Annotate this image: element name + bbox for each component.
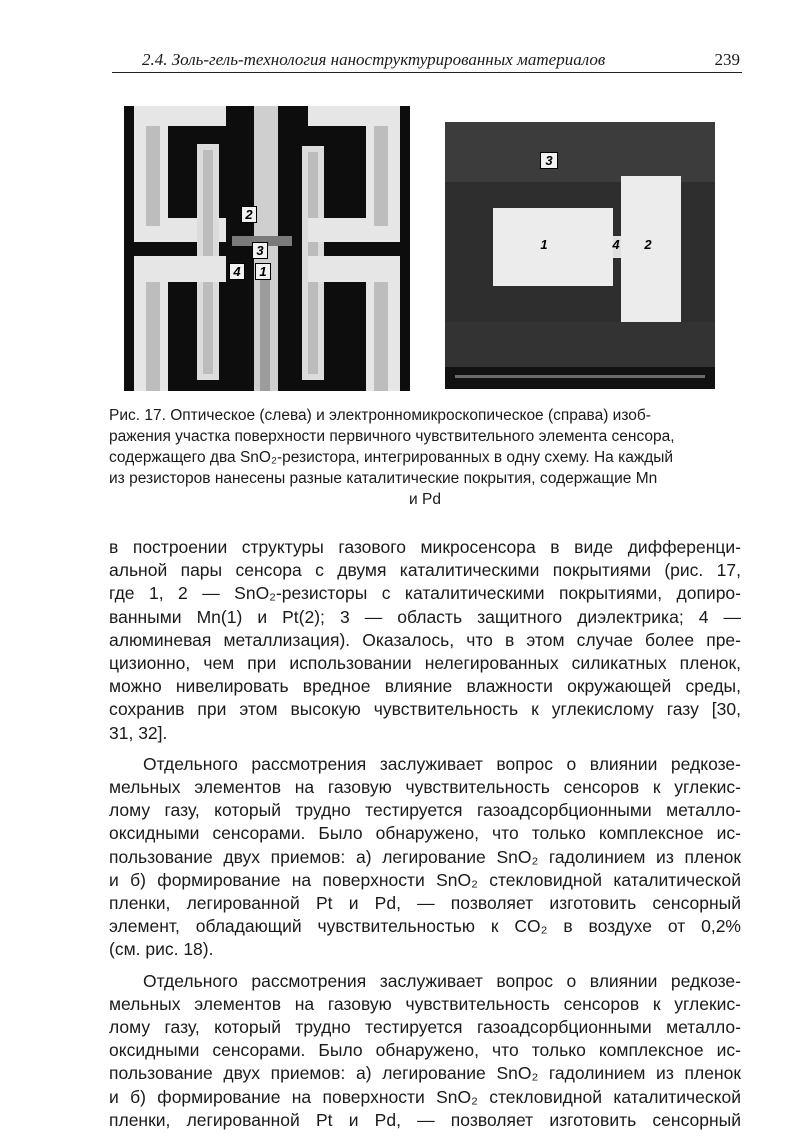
figure-caption: [109, 405, 741, 510]
caption-line: содержащего два SnO₂-резистора, интегрированных в одну схему. На каждый: [109, 449, 674, 466]
sem-label-4: 4: [612, 237, 620, 252]
optical-image: [124, 106, 410, 391]
text-line: альной пары сенсора с двумя каталитическими покрытиями (рис. 17,: [109, 560, 741, 581]
paragraph: [109, 970, 741, 1132]
text-line: Отдельного рассмотрения заслуживает вопрос о влиянии редкозе-: [143, 753, 741, 774]
text-line: цизионно, чем при использовании нелегированных силикатных пленок,: [109, 653, 741, 674]
text-line: лому газу, который трудно тестируется газоадсорбционными металло-: [109, 1017, 741, 1038]
label-1: 1: [255, 263, 271, 280]
text-line: пользование двух приемов: а) легирование SnO₂ гадолинием из пленок: [109, 1063, 741, 1084]
text-line: где 1, 2 — SnO₂-резисторы с каталитическими покрытиями, допиро-: [109, 583, 741, 604]
label-3: 3: [252, 242, 268, 259]
text-line: пленки, легированной Pt и Pd, — позволяет изготовить сенсорный: [109, 1109, 741, 1130]
sem-image-drawing: [445, 122, 715, 389]
text-line: алюминевая металлизация). Оказалось, что в этом случае более пре-: [109, 629, 741, 650]
text-line: в построении структуры газового микросенсора в виде дифференци-: [109, 537, 741, 557]
paragraph: [109, 753, 741, 962]
paragraph: [109, 536, 741, 745]
body-text: [109, 536, 741, 1140]
caption-line: и Pd: [409, 491, 441, 508]
text-line: сохранив при этом высокую чувствительность к углекислому газу [30,: [109, 699, 741, 720]
text-line: лому газу, который трудно тестируется газоадсорбционными металло-: [109, 800, 741, 821]
text-line: элемент, обладающий чувствительностью к CO₂ в воздухе от 0,2%: [109, 916, 741, 937]
text-line: мельных элементов на газовую чувствительность сенсоров к углекис-: [109, 777, 741, 798]
sem-label-3: 3: [540, 152, 558, 169]
sem-label-1: 1: [540, 237, 548, 252]
caption-line: Рис. 17. Оптическое (слева) и электронномикроскопическое (справа) изоб-: [109, 407, 651, 424]
sem-label-2: 2: [644, 237, 652, 252]
caption-line: ражения участка поверхности первичного чувствительного элемента сенсора,: [109, 428, 675, 445]
text-line: и б) формирование на поверхности SnO₂ стекловидной каталитической: [109, 1086, 741, 1107]
caption-line: из резисторов нанесены разные каталитические покрытия, содержащие Mn: [109, 470, 658, 487]
text-line: пленки, легированной Pt и Pd, — позволяет изготовить сенсорный: [109, 893, 741, 914]
running-title: 2.4. Золь-гель-технология наноструктурированных материалов: [142, 50, 606, 69]
text-line: оксидными сенсорами. Было обнаружено, что только комплексное ис-: [109, 1040, 741, 1061]
text-line: и б) формирование на поверхности SnO₂ стекловидной каталитической: [109, 869, 741, 890]
label-2: 2: [241, 206, 257, 223]
text-line: можно нивелировать вредное влияние влажности окружающей среды,: [109, 676, 741, 697]
label-4: 4: [229, 263, 245, 280]
text-line: ванными Mn(1) и Pt(2); 3 — область защитного диэлектрика; 4 —: [109, 606, 741, 627]
sem-image: [445, 122, 715, 389]
text-line: оксидными сенсорами. Было обнаружено, что только комплексное ис-: [109, 823, 741, 844]
text-line: (см. рис. 18).: [109, 939, 214, 960]
running-header: [112, 50, 742, 73]
text-line: 31, 32].: [109, 722, 168, 743]
page-number: 239: [714, 50, 740, 69]
text-line: пользование двух приемов: а) легирование SnO₂ гадолинием из пленок: [109, 846, 741, 867]
text-line: Отдельного рассмотрения заслуживает вопрос о влиянии редкозе-: [143, 970, 741, 991]
text-line: мельных элементов на газовую чувствительность сенсоров к углекис-: [109, 993, 741, 1014]
